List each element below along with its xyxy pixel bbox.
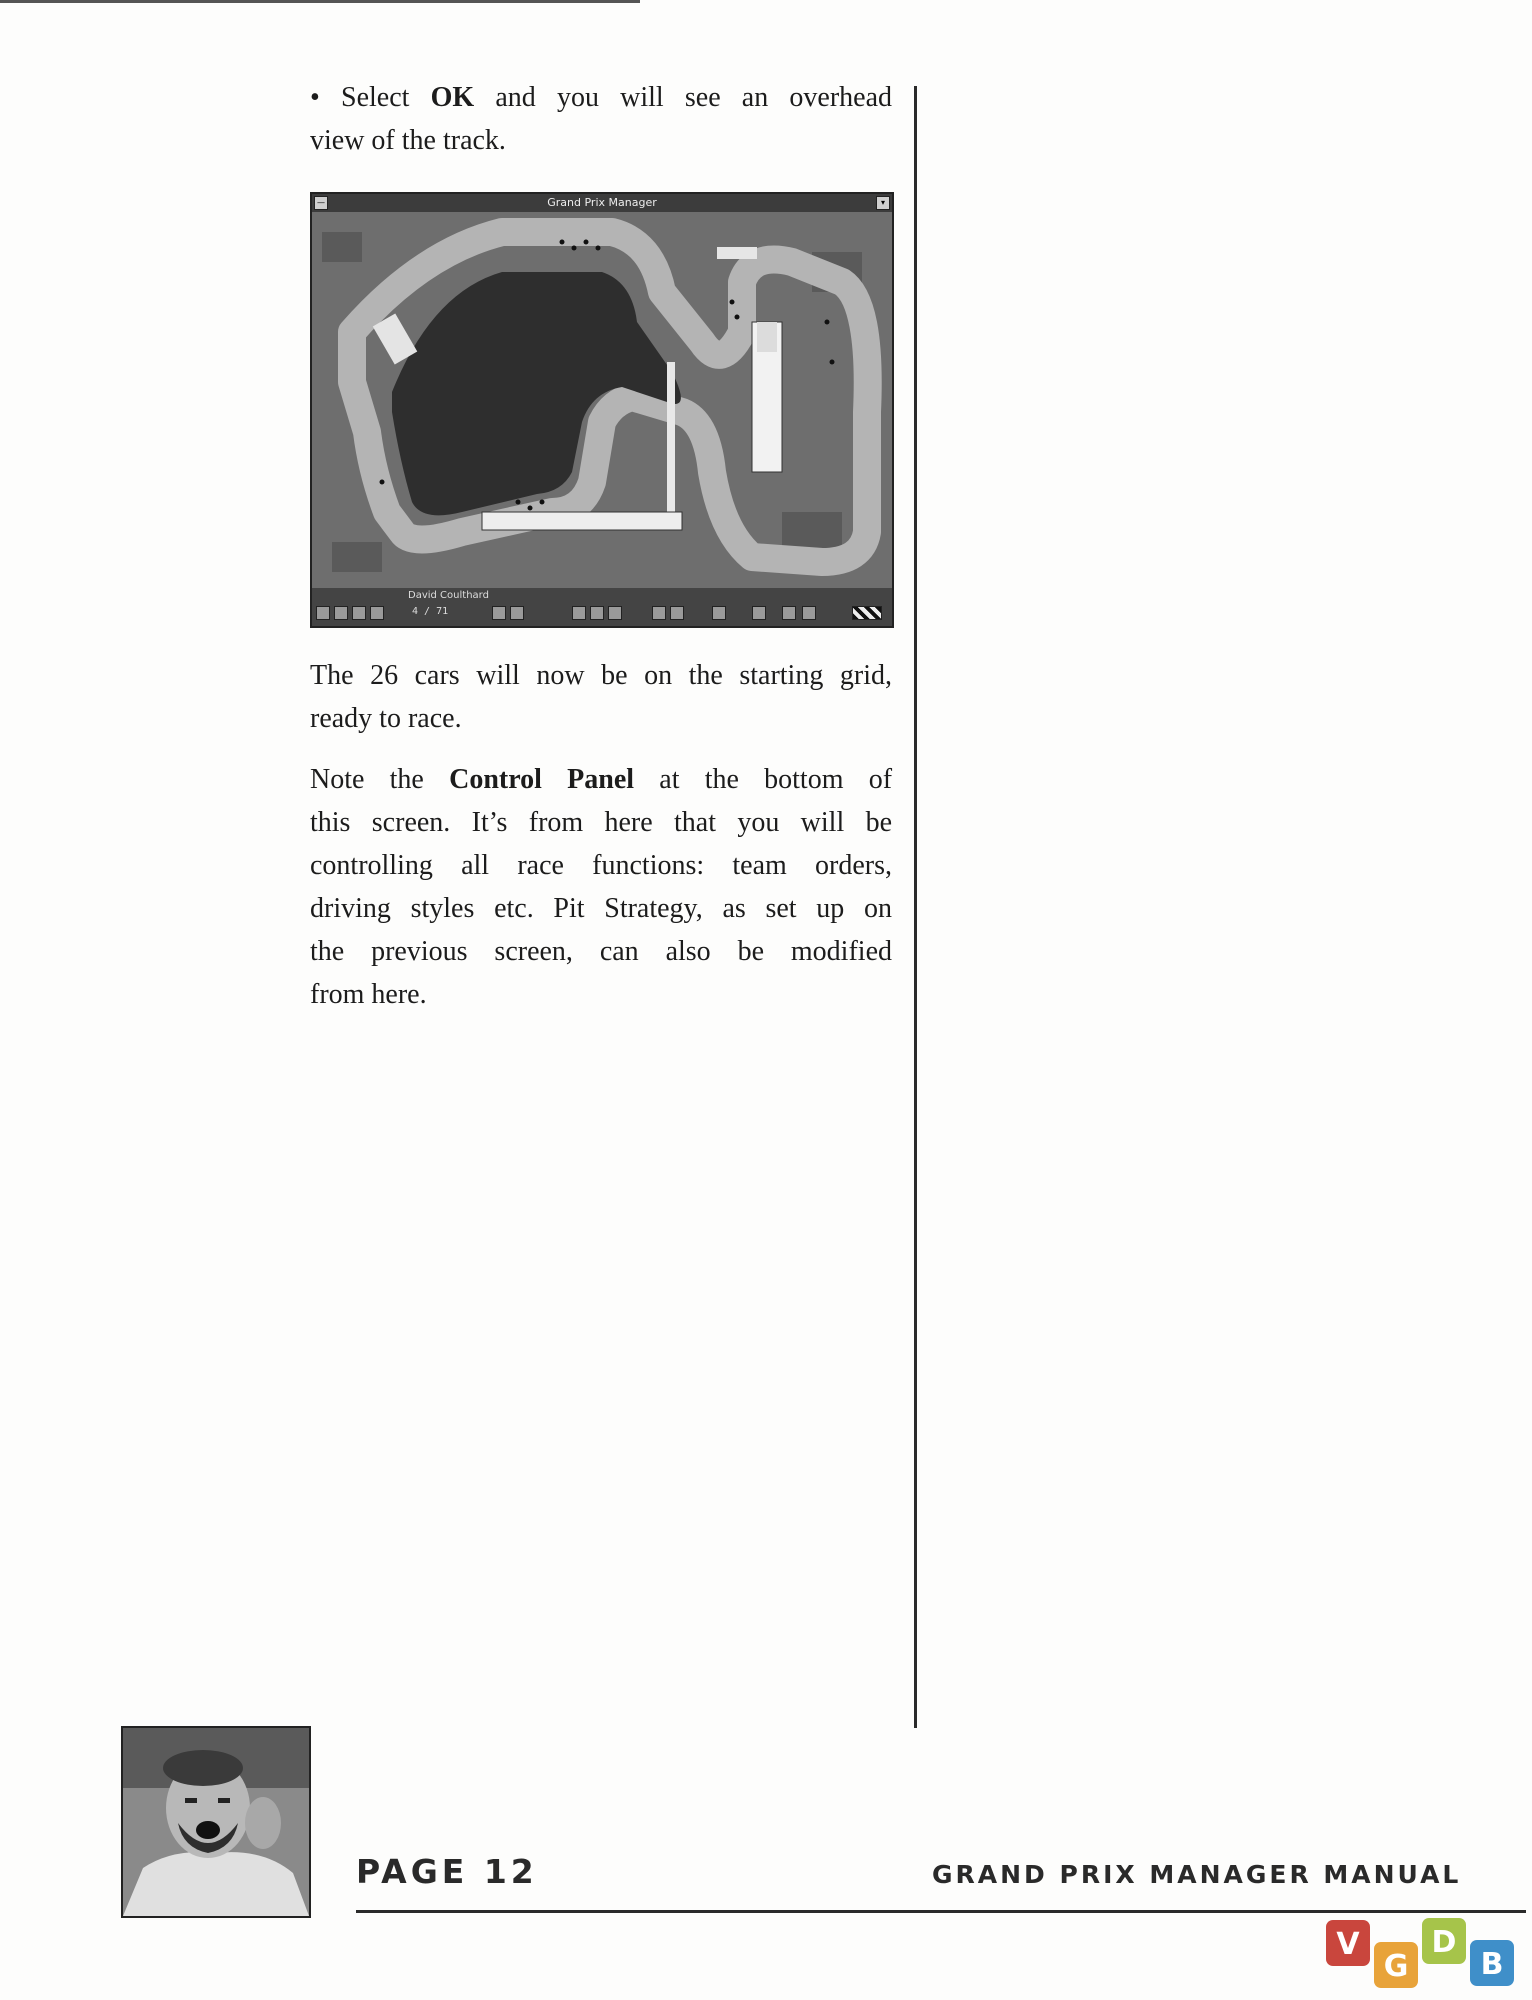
paragraph-starting-grid: The 26 cars will now be on the starting grid, ready to race. bbox=[310, 660, 892, 734]
paragraph-control-panel: Note the Control Panel at the bottom of this screen. It’s from here that you will be controlling all race functions: team orders, driving styles etc. Pit Strategy, as set up on the previous screen, can also be modified from here. bbox=[310, 764, 893, 1010]
pause-button[interactable] bbox=[316, 606, 330, 620]
page-top-edge bbox=[0, 0, 640, 3]
instruction-line-1: • Select OK and you will see an overhead bbox=[310, 82, 893, 113]
manual-title: GRAND PRIX MANAGER MANUAL bbox=[932, 1860, 1462, 1889]
logo-letter-v: V bbox=[1336, 1927, 1360, 1962]
team-orders-button[interactable] bbox=[572, 606, 586, 620]
logo-letter-g: G bbox=[1383, 1949, 1409, 1984]
lights-button[interactable] bbox=[782, 606, 796, 620]
driving-style-button[interactable] bbox=[590, 606, 604, 620]
vgdb-logo bbox=[1322, 1912, 1528, 1998]
overhead-track-map bbox=[312, 212, 892, 588]
minimize-icon: ▾ bbox=[876, 196, 890, 210]
pit-strategy-button[interactable] bbox=[608, 606, 622, 620]
instruction-text bbox=[310, 76, 892, 162]
bullet: • bbox=[310, 82, 320, 113]
timing-button[interactable] bbox=[752, 606, 766, 620]
control-panel bbox=[312, 588, 892, 626]
tyres-button[interactable] bbox=[652, 606, 666, 620]
window-title: Grand Prix Manager bbox=[312, 194, 892, 212]
game-screenshot bbox=[310, 192, 894, 628]
column-divider bbox=[914, 86, 917, 1728]
fuel-button[interactable] bbox=[670, 606, 684, 620]
cheering-man-photo bbox=[121, 1726, 311, 1918]
control-panel-keyword: Control Panel bbox=[449, 764, 635, 795]
logo-letter-d: D bbox=[1431, 1925, 1457, 1960]
rewind-button[interactable] bbox=[334, 606, 348, 620]
driver-name: David Coulthard bbox=[408, 590, 489, 601]
weather-button[interactable] bbox=[712, 606, 726, 620]
play-button[interactable] bbox=[352, 606, 366, 620]
page-number: PAGE 12 bbox=[356, 1852, 538, 1891]
zoom-button[interactable] bbox=[510, 606, 524, 620]
ok-keyword: OK bbox=[430, 82, 475, 113]
lights-button-2[interactable] bbox=[802, 606, 816, 620]
camera-button[interactable] bbox=[492, 606, 506, 620]
instruction-line-2: view of the track. bbox=[310, 125, 506, 156]
logo-letter-b: B bbox=[1480, 1947, 1504, 1982]
lap-counter: 4 / 71 bbox=[412, 606, 449, 617]
system-menu-icon: — bbox=[314, 196, 328, 210]
fast-forward-button[interactable] bbox=[370, 606, 384, 620]
chequered-flag-icon[interactable] bbox=[852, 606, 882, 620]
